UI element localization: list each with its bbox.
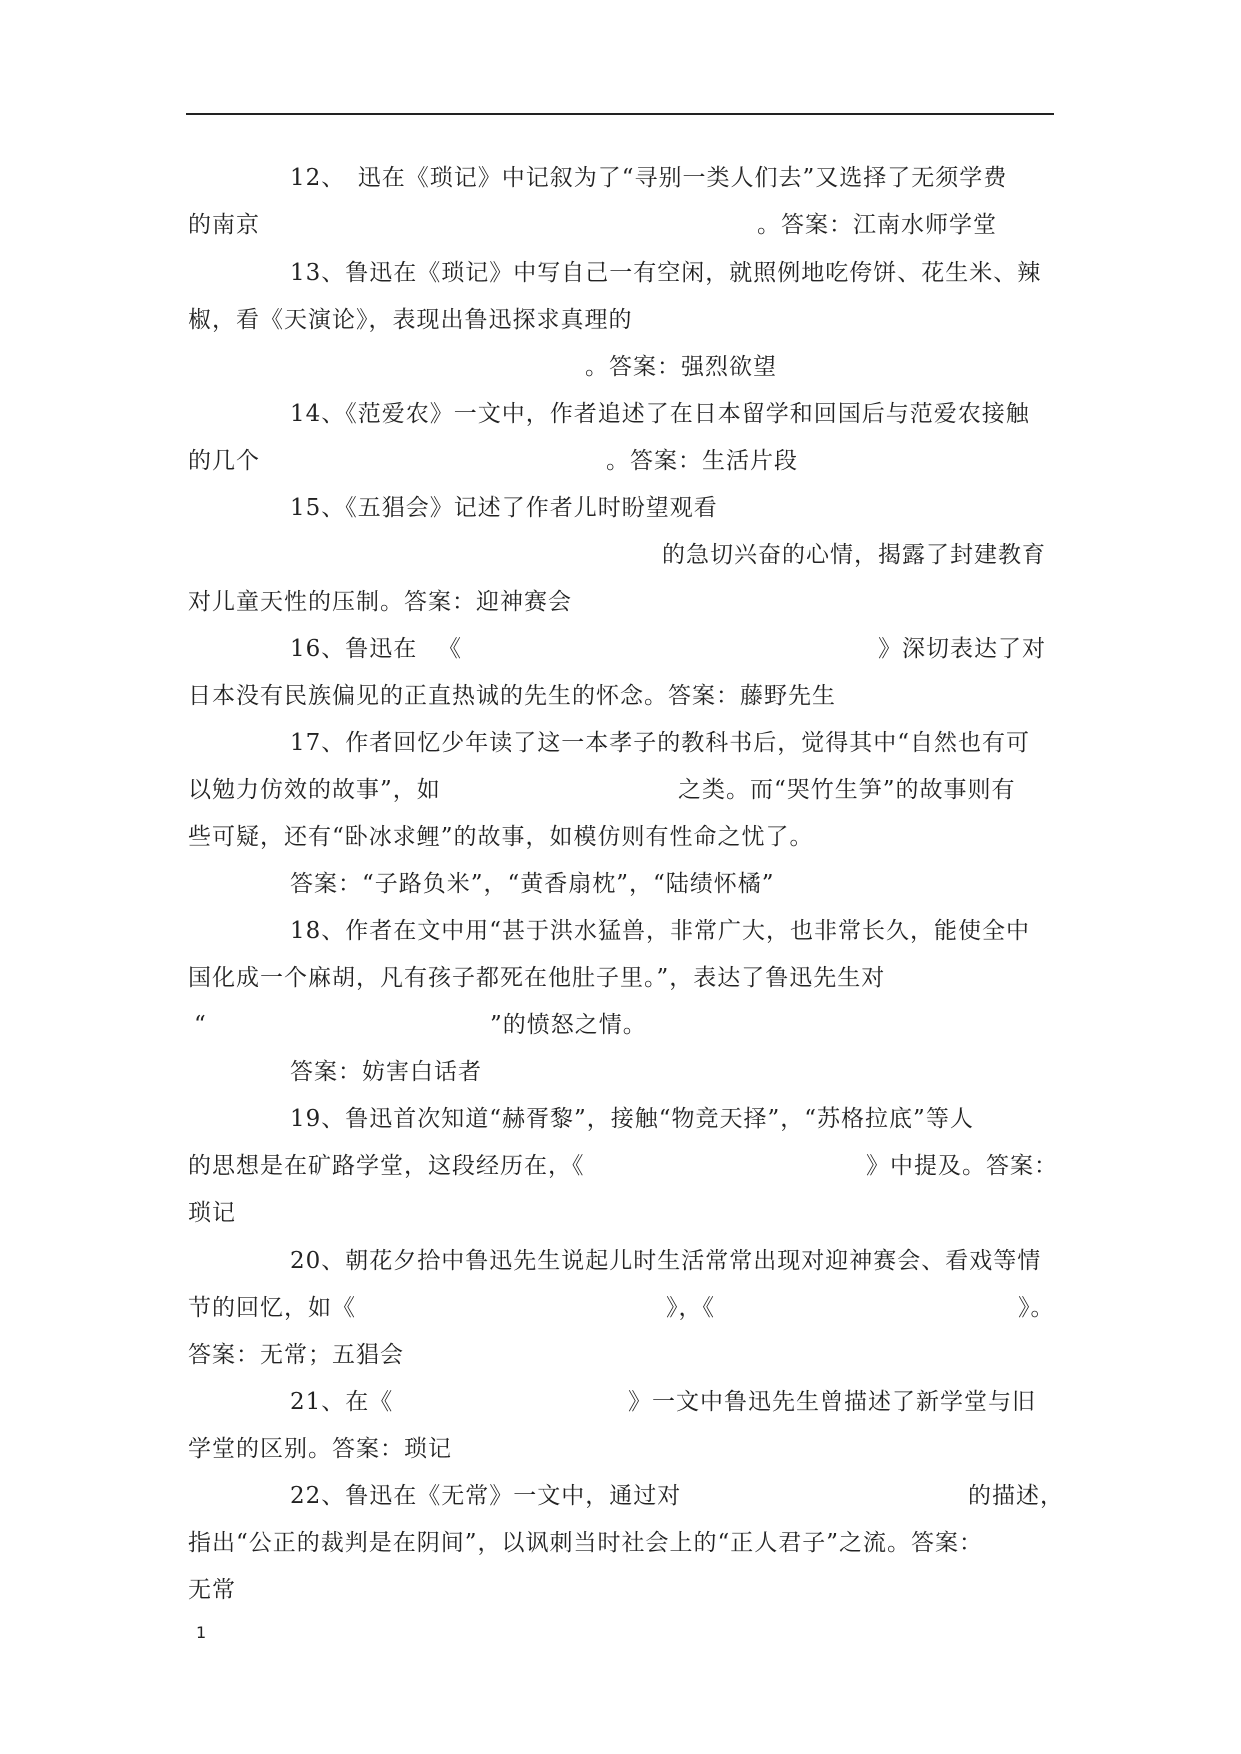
q18-line3b: ”的愤怒之情。 [490, 1012, 647, 1038]
q17-line1: 17、作者回忆少年读了这一本孝子的教科书后，觉得其中“自然也有可 [290, 730, 1031, 756]
q19-line2a: 的思想是在矿路学堂，这段经历在，《 [188, 1153, 585, 1179]
header-rule [186, 113, 1054, 115]
q20-answer: 答案：无常；五猖会 [188, 1342, 404, 1368]
q17-line2b: 之类。而“哭竹生笋”的故事则有 [678, 777, 1016, 803]
q14-line1: 14、《范爱农》一文中，作者追述了在日本留学和回国后与范爱农接触 [290, 401, 1030, 427]
q18-line3a: “ [194, 1012, 207, 1038]
q22-line1b: 的描述， [968, 1483, 1064, 1509]
page-number: 1 [196, 1623, 207, 1642]
q15-line1: 15、《五猖会》记述了作者儿时盼望观看 [290, 495, 718, 521]
q14-line2: 的几个 [188, 448, 260, 474]
q12-line1: 12、 迅在《琐记》中记叙为了“寻别一类人们去”又选择了无须学费 [290, 165, 1008, 191]
q19-line2b: 》中提及。答案： [866, 1153, 1058, 1179]
q19-answer: 琐记 [188, 1200, 236, 1226]
q21-line1a: 21、在《 [290, 1389, 394, 1415]
q16-line1b: 《 [438, 636, 462, 662]
q18-line2: 国化成一个麻胡，凡有孩子都死在他肚子里。”，表达了鲁迅先生对 [188, 965, 886, 991]
q17-line3: 些可疑，还有“卧冰求鲤”的故事，如模仿则有性命之忧了。 [188, 824, 814, 850]
q12-answer: 。答案：江南水师学堂 [757, 212, 997, 238]
q21-line1b: 》一文中鲁迅先生曾描述了新学堂与旧 [628, 1389, 1036, 1415]
q20-line2a: 节的回忆，如《 [188, 1295, 356, 1321]
q14-answer: 。答案：生活片段 [606, 448, 798, 474]
q21-line2: 学堂的区别。答案：琐记 [188, 1436, 452, 1462]
q20-line1: 20、朝花夕拾中鲁迅先生说起儿时生活常常出现对迎神赛会、看戏等情 [290, 1248, 1042, 1274]
q13-answer: 。答案：强烈欲望 [585, 354, 777, 380]
q22-line1a: 22、鲁迅在《无常》一文中，通过对 [290, 1483, 682, 1509]
q15-line2: 的急切兴奋的心情，揭露了封建教育 [662, 542, 1046, 568]
q20-line2b: 》，《 [666, 1295, 715, 1321]
q15-line3: 对儿童天性的压制。答案：迎神赛会 [188, 589, 572, 615]
q17-line2a: 以勉力仿效的故事”，如 [188, 777, 441, 803]
q18-line1: 18、作者在文中用“甚于洪水猛兽，非常广大，也非常长久，能使全中 [290, 918, 1031, 944]
q16-line1a: 16、鲁迅在 [290, 636, 418, 662]
q19-line1: 19、鲁迅首次知道“赫胥黎”，接触“物竞天择”，“苏格拉底”等人 [290, 1106, 974, 1132]
q22-answer: 无常 [188, 1577, 236, 1603]
q16-line2: 日本没有民族偏见的正直热诚的先生的怀念。答案：藤野先生 [188, 683, 836, 709]
q20-line2c: 》。 [1018, 1295, 1055, 1321]
q13-line1: 13、鲁迅在《琐记》中写自己一有空闲，就照例地吃侉饼、花生米、辣 [290, 260, 1042, 286]
q16-line1c: 》深切表达了对 [878, 636, 1046, 662]
q18-answer: 答案：妨害白话者 [290, 1059, 482, 1085]
q13-line2: 椒，看《天演论》，表现出鲁迅探求真理的 [188, 307, 633, 333]
q12-line2: 的南京 [188, 212, 260, 238]
q22-line2: 指出“公正的裁判是在阴间”，以讽刺当时社会上的“正人君子”之流。答案： [188, 1530, 984, 1556]
q17-answer: 答案：“子路负米”，“黄香扇枕”，“陆绩怀橘” [290, 871, 775, 897]
